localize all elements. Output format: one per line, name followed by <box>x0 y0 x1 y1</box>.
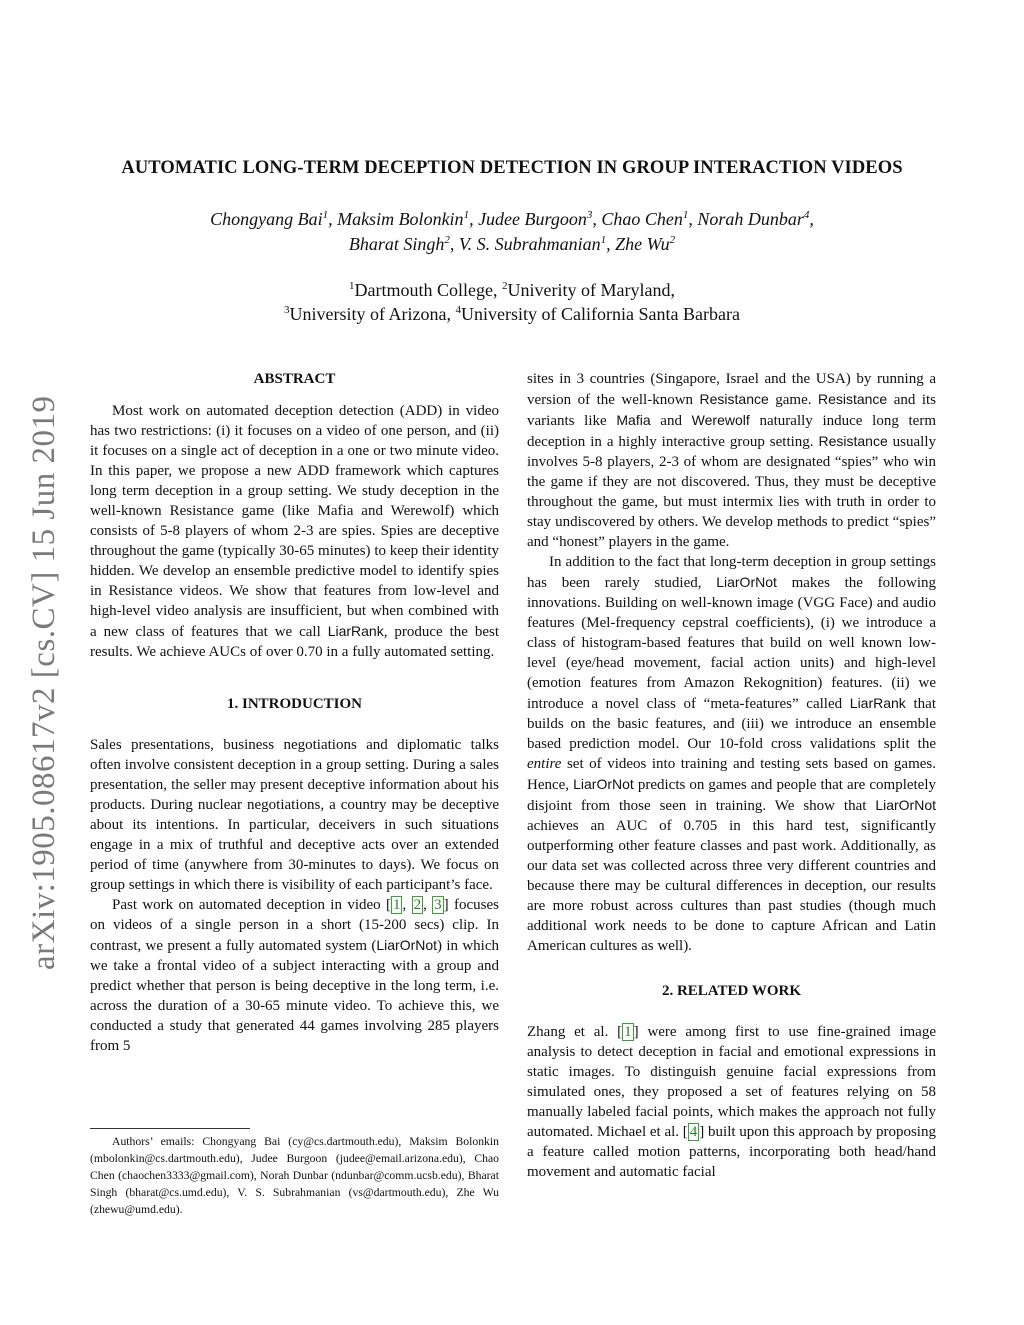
citation-link[interactable]: 1 <box>624 1024 632 1040</box>
affil-mark: 1 <box>349 280 355 292</box>
affiliation: Dartmouth College, <box>354 280 502 300</box>
system-name: LiarRank <box>327 623 384 639</box>
abstract-paragraph: Most work on automated deception detection (ADD) in video has two restrictions: (i) it focuses on a video of one person, and (ii) it focuses on a single act of deception in a one or two minute video. In this paper, we propose a new ADD framework which captures long term deception in a group setting. We study deception in the well-known Resistance game (like Mafia and Werewolf) which consists of 5-8 players of whom 2-3 are spies. Spies are deceptive throughout the game (typically 30-65 minutes) to keep their identity hidden. We develop an ensemble predictive model to identify spies in Resistance videos. We show that features from low-level and high-level video analysis are insufficient, but when combined with a new class of features that we call LiarRank, produce the best results. We achieve AUCs of over 0.70 in a fully automated setting. <box>90 403 499 660</box>
arxiv-identifier: arXiv:1905.08617v2 [cs.CV] 15 Jun 2019 <box>26 395 62 970</box>
intro-paragraph: Past work on automated deception in video [ 1 , 2 , 3 ] focuses on videos of a single person in a short (15-200 secs) clip. In contrast, we present a fully automated system (LiarOrNot) in which we take a frontal video of a subject interacting with a group and predict whether that person is being deceptive in the long term, i.e. across the duration of a 30-65 minute video. To achieve this, we conducted a study that generated 44 games involving 285 players from 5 <box>90 897 499 1054</box>
intro-paragraph: Sales presentations, business negotiations and diplomatic talks often involve consistent deception in a group setting. During a sales presentation, the seller may present deceptive information about his products. During nuclear negotiations, a country may be deceptive about its intentions. In particular, deceivers in such situations engage in a mix of truthful and deceptive acts over an extended period of time (anywhere from 30-minutes to days). We focus on group settings in which there is visibility of each participant’s face. <box>90 737 499 893</box>
author-name: , V. S. Subrahmanian <box>449 234 601 254</box>
author-name: , Zhe Wu <box>606 234 670 254</box>
affiliations <box>60 278 964 326</box>
citation-link[interactable]: 3 <box>434 897 442 913</box>
related-work-heading: 2. RELATED WORK <box>661 983 802 999</box>
author-name: , Chao Chen <box>592 209 683 229</box>
affil-mark: 3 <box>586 209 593 221</box>
affil-mark: 1 <box>463 209 470 221</box>
affil-mark: 2 <box>669 234 676 246</box>
author-name: , Judee Burgoon <box>469 209 587 229</box>
affiliation: University of Arizona, <box>289 304 456 324</box>
affil-mark: 2 <box>502 280 508 292</box>
affiliation: University of California Santa Barbara <box>461 304 740 324</box>
affil-mark: 1 <box>682 209 689 221</box>
affil-mark: 4 <box>455 304 462 316</box>
body-paragraph: sites in 3 countries (Singapore, Israel and the USA) by running a version of the well-known Resistance game. Resistance and its variants like Mafia and Werewolf naturally induce long term deception in a highly interactive group setting. Resistance usually involves 5-8 players, 2-3 of whom are designated “spies” who win the game if they are not discovered. Thus, they must be deceptive throughout the game, but must intermix lies with truth in order to stay undiscovered by others. We develop methods to predict “spies” and “honest” players in the game. <box>527 371 936 550</box>
author-name: Bharat Singh <box>348 234 445 254</box>
intro-heading: 1. INTRODUCTION <box>226 696 362 712</box>
paper-title: AUTOMATIC LONG-TERM DECEPTION DETECTION IN GROUP INTERACTION VIDEOS <box>121 158 903 178</box>
left-column <box>90 369 499 1056</box>
right-column <box>527 369 936 1182</box>
abstract-heading: ABSTRACT <box>253 371 336 387</box>
affil-mark: 2 <box>444 234 450 246</box>
citation-link[interactable]: 4 <box>689 1124 698 1140</box>
footnote-rule <box>90 1128 250 1129</box>
author-name: , Norah Dunbar <box>688 209 804 229</box>
system-name: LiarOrNot <box>376 937 438 953</box>
body-paragraph: Zhang et al. [ 1 ] were among first to use fine-grained image analysis to detect deception in facial and emotional expressions in static images. To distinguish genuine facial expressions from simulated ones, they proposed a set of features relying on 58 manually labeled facial points, which makes the approach not fully automated. Michael et al. [ 4 ] built upon this approach by proposing a feature called motion patterns, incorporating both head/hand movement and automatic facial <box>527 1024 936 1180</box>
author-list <box>60 207 964 257</box>
author-name: Chongyang Bai <box>210 209 323 229</box>
footnote: Authors’ emails: Chongyang Bai (cy@cs.dartmouth.edu), Maksim Bolonkin (mbolonkin@cs.dartmouth.edu), Judee Burgoon (judee@email.arizona.edu), Chao Chen (chaochen3333@gmail.com), Norah Dunbar (ndunbar@comm.ucsb.edu), Bharat Singh (bharat@cs.umd.edu), V. S. Subrahmanian (vs@dartmouth.edu), Zhe Wu (zhewu@umd.edu). <box>90 1135 499 1216</box>
affiliation: Univerity of Maryland, <box>507 280 675 300</box>
separator: , <box>809 209 814 229</box>
body-paragraph: In addition to the fact that long-term deception in group settings has been rarely studied, LiarOrNot makes the following innovations. Building on well-known image (VGG Face) and audio features (Mel-frequency cepstral coefficients), (i) we introduce a class of histogram-based features that build on well known low-level (eye/head movement, facial action units) and high-level (emotion features from Amazon Rekognition) features. (ii) we introduce a novel class of “meta-features” called LiarRank that builds on the basic features, and (iii) we introduce an ensemble based prediction model. Our 10-fold cross validations split the entire set of videos into training and testing sets based on games. Hence, LiarOrNot predicts on games and people that are completely disjoint from those seen in training. We show that LiarOrNot achieves an AUC of 0.705 in this hard test, significantly outperforming other feature classes and past work. Additionally, as our data set was collected across three very different countries and because there may be cultural differences in deception, our results are more robust across cultures than past studies (though much additional work needs to be done to capture African and Latin American cultures as well). <box>527 554 937 954</box>
affil-mark: 3 <box>284 304 290 316</box>
affil-mark: 4 <box>803 209 810 221</box>
citation-link[interactable]: 1 <box>392 897 401 913</box>
affil-mark: 1 <box>600 234 607 246</box>
affil-mark: 1 <box>322 209 329 221</box>
citation-link[interactable]: 2 <box>413 897 422 913</box>
author-name: , Maksim Bolonkin <box>328 209 464 229</box>
